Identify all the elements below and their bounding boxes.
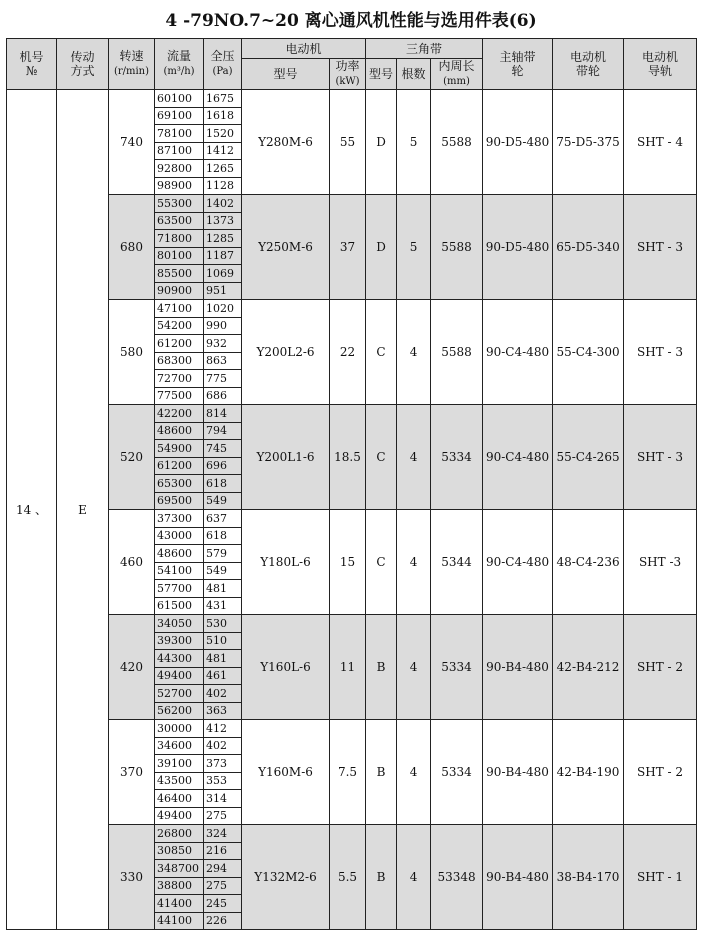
flow-cell: 26800: [155, 825, 204, 843]
main-pulley-cell: 90-B4-480: [483, 720, 553, 825]
pressure-cell: 402: [204, 737, 242, 755]
belt-length-cell: 5344: [431, 510, 483, 615]
flow-cell: 348700: [155, 860, 204, 878]
header-motor-model: 型号: [242, 59, 330, 90]
flow-cell: 30850: [155, 842, 204, 860]
motor-model-cell: Y200L2-6: [242, 300, 330, 405]
table-row: [7, 195, 697, 213]
flow-cell: 52700: [155, 685, 204, 703]
table-row: [7, 300, 697, 318]
pressure-cell: 216: [204, 842, 242, 860]
flow-cell: 43000: [155, 527, 204, 545]
header-belt-count: 根数: [397, 59, 431, 90]
pressure-cell: 618: [204, 475, 242, 493]
pressure-cell: 363: [204, 702, 242, 720]
table-row: [7, 825, 697, 843]
header-belt-length: 内周长 (mm): [431, 59, 483, 90]
flow-cell: 65300: [155, 475, 204, 493]
motor-power-cell: 55: [330, 90, 366, 195]
motor-model-cell: Y160M-6: [242, 720, 330, 825]
motor-power-cell: 5.5: [330, 825, 366, 930]
flow-cell: 78100: [155, 125, 204, 143]
pressure-cell: 794: [204, 422, 242, 440]
pressure-cell: 226: [204, 912, 242, 930]
page-title: 4 -79NO.7~20 离心通风机性能与选用件表(6): [165, 11, 537, 31]
pressure-cell: 549: [204, 562, 242, 580]
flow-cell: 90900: [155, 282, 204, 300]
pressure-cell: 1020: [204, 300, 242, 318]
pressure-cell: 1675: [204, 90, 242, 108]
pressure-cell: 1128: [204, 177, 242, 195]
motor-model-cell: Y160L-6: [242, 615, 330, 720]
flow-cell: 39100: [155, 755, 204, 773]
motor-rail-cell: SHT - 3: [624, 405, 697, 510]
flow-cell: 34600: [155, 737, 204, 755]
motor-pulley-cell: 38-B4-170: [553, 825, 624, 930]
speed-cell: 460: [109, 510, 155, 615]
header-vbelt: 三角带: [366, 39, 483, 59]
flow-cell: 41400: [155, 895, 204, 913]
belt-type-cell: D: [366, 195, 397, 300]
pressure-cell: 1402: [204, 195, 242, 213]
header-main-pulley: 主轴带轮: [483, 39, 553, 90]
pressure-cell: 549: [204, 492, 242, 510]
motor-rail-cell: SHT - 3: [624, 300, 697, 405]
main-pulley-cell: 90-C4-480: [483, 405, 553, 510]
motor-power-cell: 11: [330, 615, 366, 720]
pressure-cell: 579: [204, 545, 242, 563]
pressure-cell: 1618: [204, 107, 242, 125]
flow-cell: 69100: [155, 107, 204, 125]
main-pulley-cell: 90-B4-480: [483, 615, 553, 720]
motor-power-cell: 37: [330, 195, 366, 300]
pressure-cell: 324: [204, 825, 242, 843]
pressure-cell: 951: [204, 282, 242, 300]
drive-cell: E: [57, 90, 109, 930]
belt-length-cell: 5334: [431, 720, 483, 825]
table-row: [7, 720, 697, 738]
table-body: [7, 90, 697, 930]
motor-power-cell: 7.5: [330, 720, 366, 825]
flow-cell: 47100: [155, 300, 204, 318]
header-machine-no: 机号 №: [7, 39, 57, 90]
belt-count-cell: 4: [397, 510, 431, 615]
belt-count-cell: 4: [397, 615, 431, 720]
flow-cell: 49400: [155, 807, 204, 825]
belt-type-cell: B: [366, 825, 397, 930]
motor-pulley-cell: 48-C4-236: [553, 510, 624, 615]
flow-cell: 34050: [155, 615, 204, 633]
speed-cell: 680: [109, 195, 155, 300]
table-row: [7, 615, 697, 633]
flow-cell: 42200: [155, 405, 204, 423]
table-row: [7, 405, 697, 423]
flow-cell: 54200: [155, 317, 204, 335]
flow-cell: 57700: [155, 580, 204, 598]
flow-cell: 56200: [155, 702, 204, 720]
main-pulley-cell: 90-C4-480: [483, 300, 553, 405]
belt-count-cell: 4: [397, 720, 431, 825]
speed-cell: 740: [109, 90, 155, 195]
header-motor-pulley: 电动机带轮: [553, 39, 624, 90]
speed-cell: 520: [109, 405, 155, 510]
pressure-cell: 1520: [204, 125, 242, 143]
header-speed: 转速 (r/min): [109, 39, 155, 90]
belt-length-cell: 5334: [431, 405, 483, 510]
motor-pulley-cell: 42-B4-212: [553, 615, 624, 720]
pressure-cell: 353: [204, 772, 242, 790]
pressure-cell: 1265: [204, 160, 242, 178]
flow-cell: 43500: [155, 772, 204, 790]
motor-rail-cell: SHT - 3: [624, 195, 697, 300]
speed-cell: 420: [109, 615, 155, 720]
belt-length-cell: 53348: [431, 825, 483, 930]
pressure-cell: 510: [204, 632, 242, 650]
flow-cell: 98900: [155, 177, 204, 195]
flow-cell: 80100: [155, 247, 204, 265]
table-row: [7, 90, 697, 108]
header-belt-type: 型号: [366, 59, 397, 90]
belt-count-cell: 5: [397, 90, 431, 195]
motor-power-cell: 22: [330, 300, 366, 405]
motor-model-cell: Y200L1-6: [242, 405, 330, 510]
flow-cell: 61200: [155, 335, 204, 353]
flow-cell: 37300: [155, 510, 204, 528]
pressure-cell: 932: [204, 335, 242, 353]
header-pressure: 全压 (Pa): [204, 39, 242, 90]
flow-cell: 68300: [155, 352, 204, 370]
flow-cell: 44100: [155, 912, 204, 930]
flow-cell: 30000: [155, 720, 204, 738]
belt-count-cell: 4: [397, 300, 431, 405]
belt-length-cell: 5334: [431, 615, 483, 720]
flow-cell: 54900: [155, 440, 204, 458]
motor-pulley-cell: 55-C4-265: [553, 405, 624, 510]
flow-cell: 44300: [155, 650, 204, 668]
flow-cell: 85500: [155, 265, 204, 283]
flow-cell: 61500: [155, 597, 204, 615]
motor-rail-cell: SHT - 2: [624, 720, 697, 825]
pressure-cell: 294: [204, 860, 242, 878]
motor-rail-cell: SHT - 2: [624, 615, 697, 720]
main-pulley-cell: 90-C4-480: [483, 510, 553, 615]
pressure-cell: 275: [204, 807, 242, 825]
flow-cell: 54100: [155, 562, 204, 580]
pressure-cell: 412: [204, 720, 242, 738]
pressure-cell: 245: [204, 895, 242, 913]
belt-type-cell: C: [366, 405, 397, 510]
pressure-cell: 1412: [204, 142, 242, 160]
motor-pulley-cell: 55-C4-300: [553, 300, 624, 405]
motor-rail-cell: SHT -3: [624, 510, 697, 615]
pressure-cell: 696: [204, 457, 242, 475]
motor-model-cell: Y250M-6: [242, 195, 330, 300]
flow-cell: 92800: [155, 160, 204, 178]
flow-cell: 48600: [155, 422, 204, 440]
pressure-cell: 1069: [204, 265, 242, 283]
motor-model-cell: Y280M-6: [242, 90, 330, 195]
flow-cell: 60100: [155, 90, 204, 108]
flow-cell: 48600: [155, 545, 204, 563]
fan-spec-table: [6, 38, 697, 930]
pressure-cell: 1187: [204, 247, 242, 265]
header-motor: 电动机: [242, 39, 366, 59]
header-flow: 流量 (m³/h): [155, 39, 204, 90]
speed-cell: 580: [109, 300, 155, 405]
pressure-cell: 637: [204, 510, 242, 528]
flow-cell: 38800: [155, 877, 204, 895]
pressure-cell: 481: [204, 580, 242, 598]
header-drive: 传动方式: [57, 39, 109, 90]
pressure-cell: 1285: [204, 230, 242, 248]
header-motor-power: 功率 (kW): [330, 59, 366, 90]
motor-pulley-cell: 65-D5-340: [553, 195, 624, 300]
pressure-cell: 618: [204, 527, 242, 545]
belt-type-cell: C: [366, 510, 397, 615]
flow-cell: 72700: [155, 370, 204, 388]
belt-count-cell: 4: [397, 825, 431, 930]
machine-no-cell: 14 、: [7, 90, 57, 930]
pressure-cell: 373: [204, 755, 242, 773]
main-pulley-cell: 90-D5-480: [483, 90, 553, 195]
motor-power-cell: 15: [330, 510, 366, 615]
belt-length-cell: 5588: [431, 300, 483, 405]
belt-length-cell: 5588: [431, 90, 483, 195]
belt-type-cell: D: [366, 90, 397, 195]
main-pulley-cell: 90-B4-480: [483, 825, 553, 930]
pressure-cell: 461: [204, 667, 242, 685]
flow-cell: 77500: [155, 387, 204, 405]
motor-model-cell: Y132M2-6: [242, 825, 330, 930]
header-motor-rail: 电动机导轨: [624, 39, 697, 90]
pressure-cell: 481: [204, 650, 242, 668]
belt-count-cell: 4: [397, 405, 431, 510]
pressure-cell: 686: [204, 387, 242, 405]
motor-pulley-cell: 42-B4-190: [553, 720, 624, 825]
pressure-cell: 431: [204, 597, 242, 615]
flow-cell: 55300: [155, 195, 204, 213]
flow-cell: 87100: [155, 142, 204, 160]
pressure-cell: 275: [204, 877, 242, 895]
belt-count-cell: 5: [397, 195, 431, 300]
pressure-cell: 745: [204, 440, 242, 458]
pressure-cell: 775: [204, 370, 242, 388]
flow-cell: 63500: [155, 212, 204, 230]
flow-cell: 39300: [155, 632, 204, 650]
table-row: [7, 510, 697, 528]
flow-cell: 69500: [155, 492, 204, 510]
flow-cell: 46400: [155, 790, 204, 808]
pressure-cell: 530: [204, 615, 242, 633]
motor-model-cell: Y180L-6: [242, 510, 330, 615]
pressure-cell: 402: [204, 685, 242, 703]
flow-cell: 61200: [155, 457, 204, 475]
motor-power-cell: 18.5: [330, 405, 366, 510]
motor-pulley-cell: 75-D5-375: [553, 90, 624, 195]
belt-type-cell: C: [366, 300, 397, 405]
pressure-cell: 863: [204, 352, 242, 370]
pressure-cell: 990: [204, 317, 242, 335]
flow-cell: 71800: [155, 230, 204, 248]
main-pulley-cell: 90-D5-480: [483, 195, 553, 300]
belt-length-cell: 5588: [431, 195, 483, 300]
belt-type-cell: B: [366, 615, 397, 720]
motor-rail-cell: SHT - 4: [624, 90, 697, 195]
pressure-cell: 1373: [204, 212, 242, 230]
pressure-cell: 314: [204, 790, 242, 808]
motor-rail-cell: SHT - 1: [624, 825, 697, 930]
speed-cell: 370: [109, 720, 155, 825]
speed-cell: 330: [109, 825, 155, 930]
pressure-cell: 814: [204, 405, 242, 423]
belt-type-cell: B: [366, 720, 397, 825]
flow-cell: 49400: [155, 667, 204, 685]
